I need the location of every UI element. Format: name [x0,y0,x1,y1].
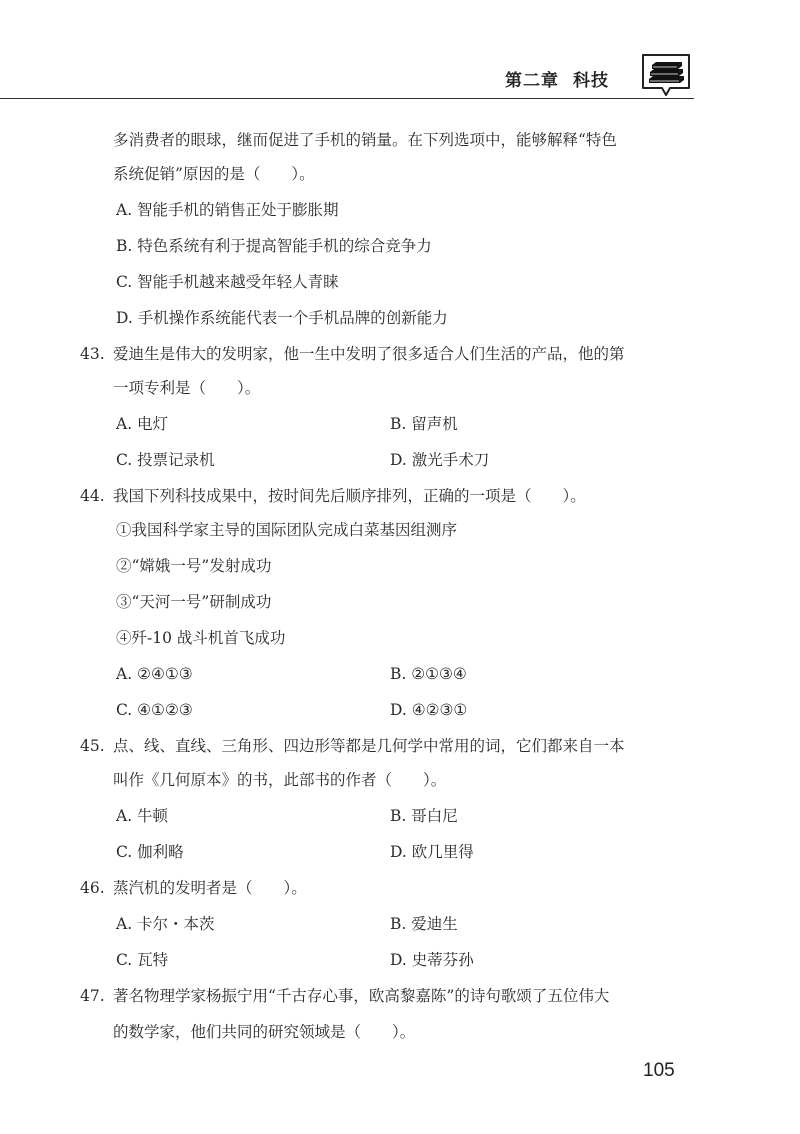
q46-number: 46. [80,879,105,897]
q43-option-d: D. 激光手术刀 [390,451,490,469]
q43-number: 43. [80,345,105,363]
chapter-title [505,66,609,91]
q43-text-line1: 爱迪生是伟大的发明家，他一生中发明了很多适合人们生活的产品，他的第 [113,345,625,363]
q44-item-1: ①我国科学家主导的国际团队完成白菜基因组测序 [116,521,458,539]
page-number: 105 [643,1060,675,1081]
q43-option-a: A. 电灯 [116,415,169,433]
q43-option-c: C. 投票记录机 [116,451,215,469]
q44-option-a: A. ②④①③ [116,665,193,683]
q46-text-line1: 蒸汽机的发明者是（ ）。 [113,879,307,897]
q42-option-c: C. 智能手机越来越受年轻人青睐 [116,273,339,291]
q45-text-line1: 点、线、直线、三角形、四边形等都是几何学中常用的词，它们都来自一本 [113,737,625,755]
q42-option-a: A. 智能手机的销售正处于膨胀期 [116,201,339,219]
q45-option-a: A. 牛顿 [116,807,169,825]
q42-text-line1: 多消费者的眼球，继而促进了手机的销量。在下列选项中，能够解释“特色 [113,131,617,149]
q45-option-d: D. 欧几里得 [390,843,474,861]
q43-option-b: B. 留声机 [390,415,458,433]
q42-option-b: B. 特色系统有利于提高智能手机的综合竞争力 [116,237,432,255]
q45-option-b: B. 哥白尼 [390,807,458,825]
q44-item-2: ②“嫦娥一号”发射成功 [116,557,272,575]
q42-option-d: D. 手机操作系统能代表一个手机品牌的创新能力 [116,309,448,327]
q44-item-3: ③“天河一号”研制成功 [116,593,272,611]
q44-item-4: ④歼-10 战斗机首飞成功 [116,629,286,647]
q45-option-c: C. 伽利略 [116,843,184,861]
q45-text-line2: 叫作《几何原本》的书，此部书的作者（ ）。 [113,771,447,789]
q47-text-line2: 的数学家，他们共同的研究领域是（ ）。 [113,1023,416,1041]
q47-text-line1: 著名物理学家杨振宁用“千古存心事，欧高黎嘉陈”的诗句歌颂了五位伟大 [113,987,610,1005]
q44-text-line1: 我国下列科技成果中，按时间先后顺序排列，正确的一项是（ ）。 [113,487,586,505]
q44-option-b: B. ②①③④ [390,665,467,683]
q47-number: 47. [80,987,105,1005]
q45-number: 45. [80,737,105,755]
q44-option-d: D. ④②③① [390,701,468,719]
q46-option-d: D. 史蒂芬孙 [390,951,474,969]
q42-text-line2: 系统促销”原因的是（ ）。 [113,165,315,183]
q44-number: 44. [80,487,105,505]
header-rule [0,98,694,99]
books-stack-icon [640,52,692,98]
q46-option-a: A. 卡尔・本茨 [116,915,215,933]
q46-option-b: B. 爱迪生 [390,915,458,933]
chapter-number: 第二章 [505,71,559,91]
chapter-name: 科技 [573,71,609,91]
q44-option-c: C. ④①②③ [116,701,193,719]
q43-text-line2: 一项专利是（ ）。 [113,379,261,397]
q46-option-c: C. 瓦特 [116,951,169,969]
